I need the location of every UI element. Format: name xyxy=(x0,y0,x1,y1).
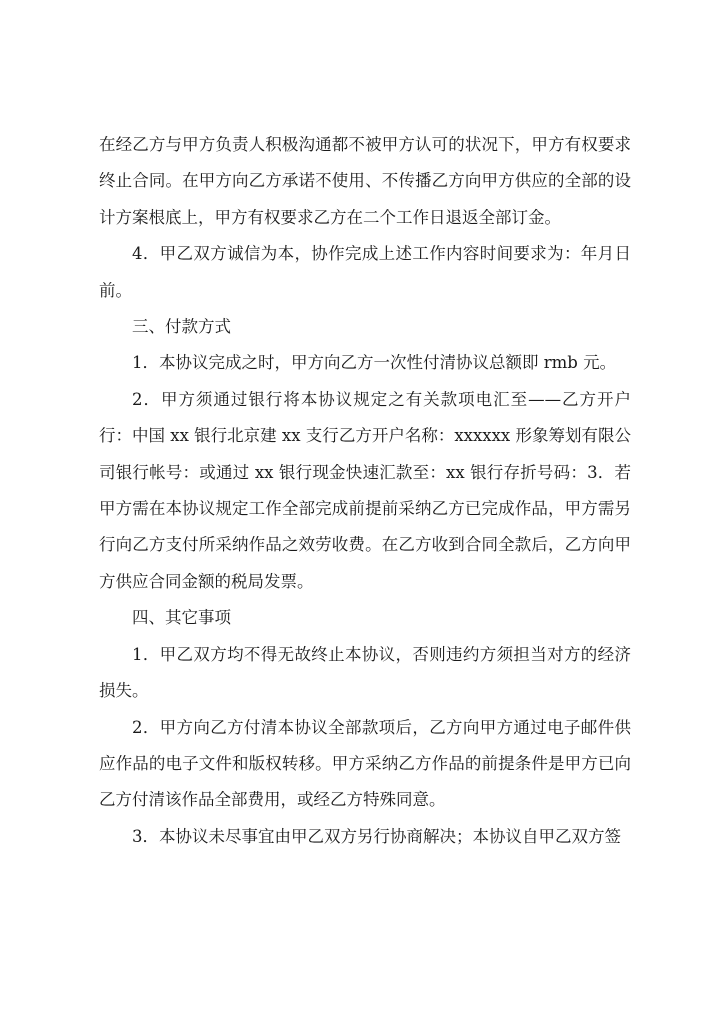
section-heading-payment: 三、付款方式 xyxy=(132,317,231,337)
paragraph-item-4-deadline: 4．甲乙双方诚信为本，协作完成上述工作内容时间要求为：年月日前。 xyxy=(99,244,631,300)
paragraph-other-item-1: 1．甲乙双方均不得无故终止本协议，否则违约方须担当对方的经济损失。 xyxy=(99,644,631,701)
section-heading-other-matters: 四、其它事项 xyxy=(132,608,231,628)
paragraph-other-item-3: 3．本协议未尽事宜由甲乙双方另行协商解决；本协议自甲乙双方签 xyxy=(132,826,621,846)
paragraph-payment-item-2: 2．甲方须通过银行将本协议规定之有关款项电汇至——乙方开户行：中国 xx 银行北京建 xx 支行乙方开户名称：xxxxxx 形象筹划有限公司银行帐号：或通过 xx 银行现金快速汇款至：xx 银行存折号码：3．若甲方需在本协议规定工作全部完成前提前采纳乙方已完成作品，甲方需另行向乙方支付所采纳作品之效劳收费。在乙方收到合同全款后，乙方向甲方供应合同金额的税局发票。 xyxy=(99,389,631,591)
document-body xyxy=(99,127,631,855)
paragraph-payment-item-1: 1．本协议完成之时，甲方向乙方一次性付清协议总额即 rmb 元。 xyxy=(132,353,617,373)
paragraph-other-item-2: 2．甲方向乙方付清本协议全部款项后，乙方向甲方通过电子邮件供应作品的电子文件和版权转移。甲方采纳乙方作品的前提条件是甲方已向乙方付清该作品全部费用，或经乙方特殊同意。 xyxy=(99,717,631,810)
paragraph-termination-clause: 在经乙方与甲方负责人积极沟通都不被甲方认可的状况下，甲方有权要求终止合同。在甲方向乙方承诺不使用、不传播乙方向甲方供应的全部的设计方案根底上，甲方有权要求乙方在二个工作日退返全部订金。 xyxy=(99,135,631,227)
